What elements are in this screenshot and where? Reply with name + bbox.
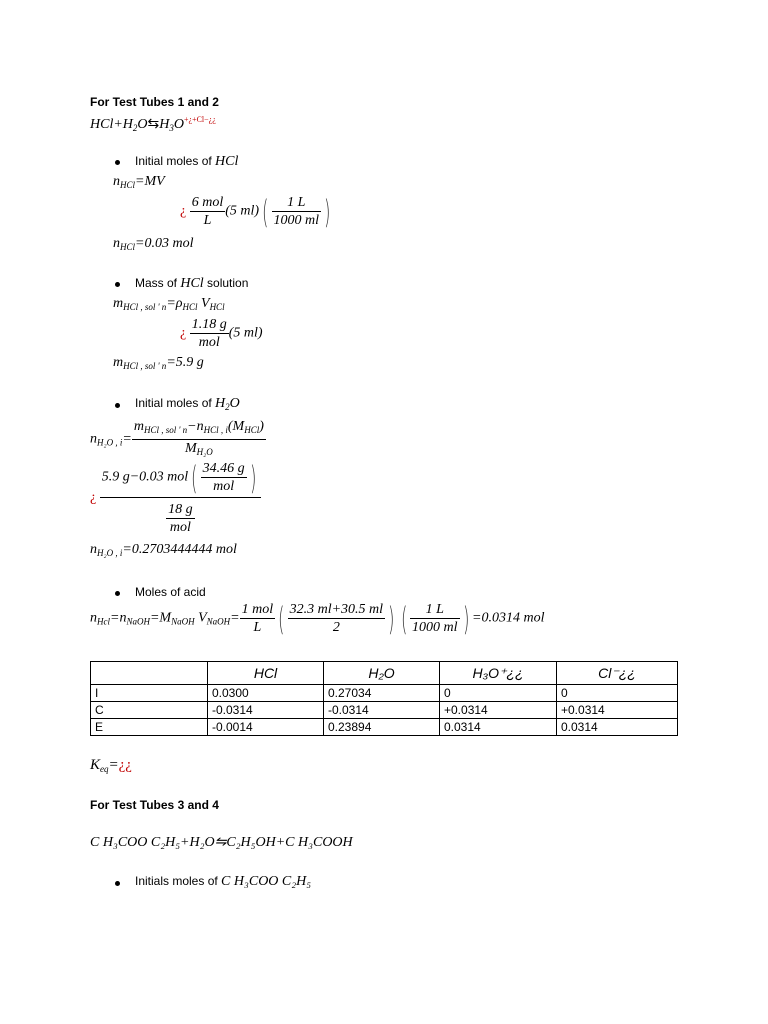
bullet-dot	[115, 881, 120, 886]
equation-n-h2o-formula: $n_{H_2O , i}=$ $\frac{m_{HCl , sol ' n}-n_{HCl , i}(M_{HCl})}{M_{H_2O}}$	[90, 418, 266, 461]
table-cell: E	[91, 719, 208, 736]
equation-m-hcl-substitution: ¿ $\frac{1.18 g}{\text{mol}}$ (5 ml)	[180, 317, 263, 350]
table-cell: +0.0314	[557, 702, 678, 719]
table-header-cell: H₂O	[324, 662, 440, 685]
fraction-n-h2o: $\frac{m_{HCl , sol ' n}-n_{HCl , i}(M_{HCl})}{M_{H_2O}}$	[133, 419, 264, 457]
table-header-cell: H₃O⁺¿¿	[440, 662, 557, 685]
equation-moles-acid: $n_{Hcl}=n_{NaOH}=M_{NaOH}$ $V_{NaOH}=$ $\frac{\text{1 mol}}{L}$ ( $\frac{32.3 ml+30.5 ml}{2}$ ) ( $\frac{1 L}{1000 ml}$ ) =0.0314 mol	[90, 599, 545, 638]
table-cell: 0.0300	[208, 685, 324, 702]
equation-n-hcl-mv: $n_{HCl}=MV$	[113, 174, 165, 190]
table-row	[91, 702, 678, 719]
table-cell: +0.0314	[440, 702, 557, 719]
table-cell: 0.23894	[324, 719, 440, 736]
fraction-density: $\frac{1.18 g}{\text{mol}}$	[191, 317, 227, 350]
equation-n-h2o-substitution: ¿ 5.9 g−0.03 mol( $\frac{34.46 g}{\text{mol}}$ ) $\frac{18 g}{\text{mol}}$	[90, 460, 261, 536]
bullet-dot	[115, 403, 120, 408]
table-cell: -0.0014	[208, 719, 324, 736]
table-row	[91, 719, 678, 736]
bullet-dot	[115, 282, 120, 287]
bullet-initial-moles-hcl: Initial moles of HCl	[135, 154, 239, 169]
table-cell: 0	[440, 685, 557, 702]
bullet-mass-hcl-solution: Mass of HCl solution	[135, 276, 249, 291]
table-cell: -0.0314	[208, 702, 324, 719]
table-header-row	[91, 662, 678, 685]
table-header-cell: Cl⁻¿¿	[557, 662, 678, 685]
keq-expression: $K_{eq}=¿¿$	[90, 757, 132, 774]
table-cell: I	[91, 685, 208, 702]
table-cell: 0	[557, 685, 678, 702]
section-heading-test-tubes-1-2: For Test Tubes 1 and 2	[90, 95, 219, 109]
table-header-cell: HCl	[208, 662, 324, 685]
bullet-moles-of-acid: Moles of acid	[135, 585, 206, 599]
result-n-hcl: $n_{HCl}=0.03$ mol	[113, 236, 194, 252]
table-cell: -0.0314	[324, 702, 440, 719]
fraction-6mol-per-L: $\frac{\text{6 mol}}{L}$	[191, 195, 224, 228]
reaction-equation-ester: C H₃COO C₂H₅+H₂O⇋C₂H₅OH+C H₃COOH	[90, 835, 353, 850]
table-header-cell	[91, 662, 208, 685]
bullet-initial-moles-h2o: Initial moles of $H_2O$	[135, 396, 240, 412]
section-heading-test-tubes-3-4: For Test Tubes 3 and 4	[90, 798, 219, 812]
fraction-1L-per-1000ml: $\frac{1 L}{1000 ml}$	[273, 195, 320, 228]
reaction-equation-hcl: $HCl+H_2O⇆H_3O^{+¿+Cl-¿¿}$	[90, 115, 216, 133]
equation-m-hcl-sol: $m_{HCl , sol ' n}=\rho_{HCl}$ $V_{HCl}$	[113, 296, 225, 312]
table-row	[91, 685, 678, 702]
table-cell: 0.0314	[557, 719, 678, 736]
bullet-dot	[115, 160, 120, 165]
fraction-n-h2o-values: 5.9 g−0.03 mol( $\frac{34.46 g}{\text{mol}}$ ) $\frac{18 g}{\text{mol}}$	[100, 460, 261, 536]
bullet-initial-moles-ester: Initials moles of C H₃COO C₂H₅	[135, 874, 312, 889]
result-m-hcl-sol: $m_{HCl , sol ' n}=5.9$ g	[113, 355, 204, 371]
bullet-dot	[115, 591, 120, 596]
table-cell: 0.0314	[440, 719, 557, 736]
table-cell: C	[91, 702, 208, 719]
ice-table	[90, 661, 678, 736]
equation-n-hcl-substitution: ¿ $\frac{\text{6 mol}}{L}$ (5 ml)( $\frac{1 L}{1000 ml}$ )	[180, 192, 331, 231]
table-cell: 0.27034	[324, 685, 440, 702]
result-n-h2o: $n_{H_2O , i}=0.2703444444$ mol	[90, 542, 237, 558]
